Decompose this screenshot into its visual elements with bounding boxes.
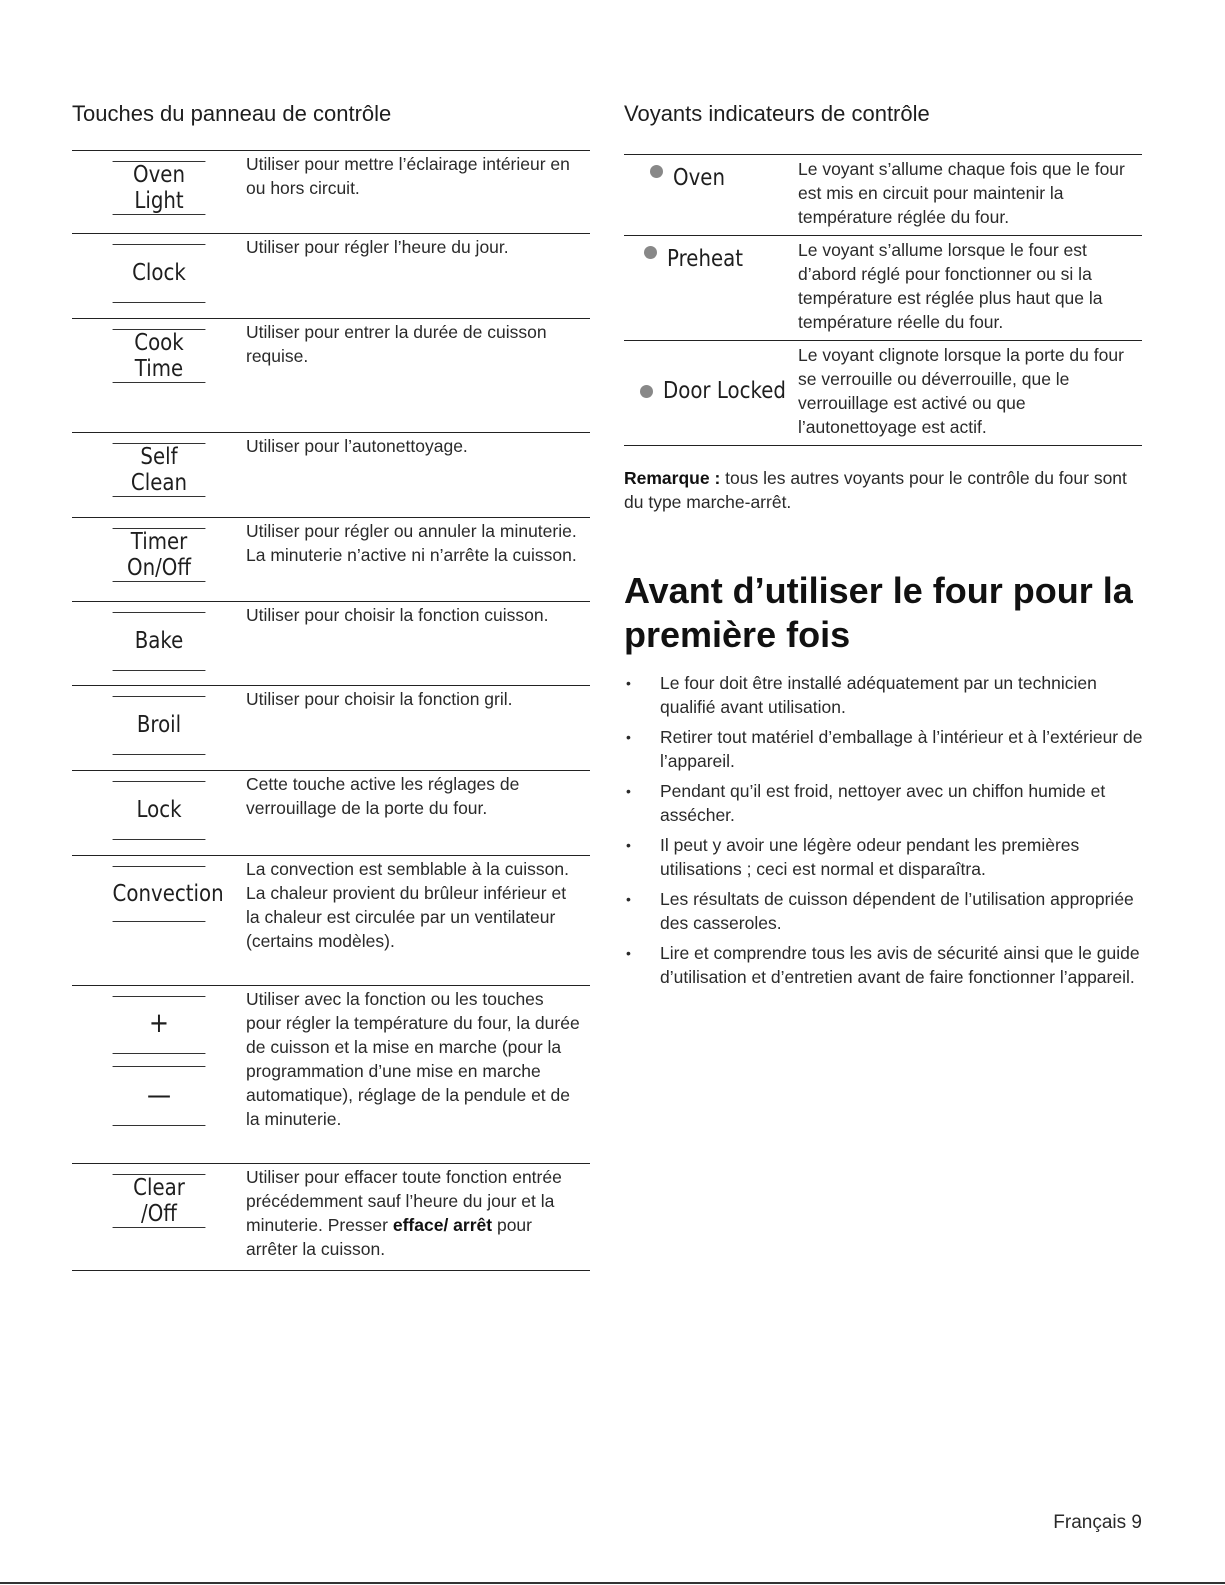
key-row-cook-time	[72, 318, 590, 432]
oven-light-key[interactable]: Oven Light	[113, 161, 206, 215]
oven-indicator-desc: Le voyant s’allume chaque fois que le four est mis en circuit pour maintenir la température réglée du four.	[798, 159, 1125, 227]
indicator-row-oven	[624, 154, 1142, 235]
bullet-icon: •	[626, 945, 631, 961]
clear-off-key[interactable]: Clear /Off	[113, 1174, 206, 1228]
control-keys-table	[72, 150, 590, 1271]
key-row-lock	[72, 770, 590, 855]
indicators-title: Voyants indicateurs de contrôle	[624, 101, 930, 126]
plus-key[interactable]: +	[113, 996, 206, 1054]
self-clean-desc: Utiliser pour l’autonettoyage.	[246, 436, 468, 456]
bullet-icon: •	[626, 891, 631, 907]
minus-key[interactable]: —	[113, 1066, 206, 1126]
cook-time-key[interactable]: Cook Time	[113, 329, 206, 383]
clear-off-desc: Utiliser pour effacer toute fonction entrée précédemment sauf l’heure du jour et la minuterie. Presser efface/ arrêt pour arrêter la cuisson.	[246, 1167, 562, 1259]
bullet-icon: •	[626, 675, 631, 691]
note-text: tous les autres voyants pour le contrôle du four sont du type marche-arrêt.	[624, 468, 1127, 512]
key-row-bake	[72, 601, 590, 685]
key-row-oven-light	[72, 150, 590, 233]
key-row-timer	[72, 517, 590, 601]
key-row-self-clean	[72, 432, 590, 517]
lock-desc: Cette touche active les réglages de verrouillage de la porte du four.	[246, 774, 520, 818]
indicator-row-preheat	[624, 235, 1142, 340]
bake-key[interactable]: Bake	[113, 612, 206, 671]
before-first-use-heading: Avant d’utiliser le four pour la première fois	[624, 570, 1133, 655]
lock-key[interactable]: Lock	[113, 781, 206, 840]
clock-key[interactable]: Clock	[113, 244, 206, 303]
bake-desc: Utiliser pour choisir la fonction cuisson.	[246, 605, 549, 625]
key-row-broil	[72, 685, 590, 770]
key-row-plus-minus	[72, 985, 590, 1163]
list-item: • Pendant qu’il est froid, nettoyer avec un chiffon humide et assécher.	[626, 781, 1106, 825]
list-item: • Retirer tout matériel d’emballage à l’intérieur et à l’extérieur de l’appareil.	[626, 727, 1143, 771]
preheat-indicator-desc: Le voyant s’allume lorsque le four est d’abord réglé pour fonctionner ou si la température est réglée plus haut que la température réelle du four.	[798, 240, 1103, 332]
cook-time-desc: Utiliser pour entrer la durée de cuisson requise.	[246, 322, 547, 366]
broil-key[interactable]: Broil	[113, 696, 206, 755]
list-item: • Les résultats de cuisson dépendent de l’utilisation appropriée des casseroles.	[626, 889, 1134, 933]
door-locked-indicator-desc: Le voyant clignote lorsque la porte du four se verrouille ou déverrouille, que le verrouillage est activé ou que l’autonettoyage est actif.	[798, 345, 1124, 437]
door-locked-indicator-label: Door Locked	[663, 378, 786, 404]
list-item: • Le four doit être installé adéquatement par un technicien qualifié avant utilisation.	[626, 673, 1097, 717]
timer-on-off-key[interactable]: Timer On/Off	[113, 528, 206, 582]
note	[624, 466, 1134, 514]
key-row-convection	[72, 855, 590, 985]
bullet-icon: •	[626, 783, 631, 799]
preheat-indicator-label: Preheat	[667, 246, 744, 272]
indicators-table	[624, 154, 1142, 446]
page-bottom-rule	[0, 1582, 1225, 1584]
page-number: Français 9	[1053, 1512, 1142, 1533]
key-row-clear-off	[72, 1163, 590, 1270]
oven-indicator-light-icon	[650, 165, 663, 178]
clock-desc: Utiliser pour régler l’heure du jour.	[246, 237, 509, 257]
bullet-icon: •	[626, 837, 631, 853]
first-use-list	[624, 671, 1144, 995]
key-row-clock	[72, 233, 590, 318]
control-keys-title: Touches du panneau de contrôle	[72, 101, 392, 126]
door-locked-indicator-light-icon	[640, 385, 653, 398]
self-clean-key[interactable]: Self Clean	[113, 443, 206, 497]
indicator-row-door-locked	[624, 340, 1142, 445]
oven-light-desc: Utiliser pour mettre l’éclairage intérieur en ou hors circuit.	[246, 154, 570, 198]
list-item: • Il peut y avoir une légère odeur pendant les premières utilisations ; ceci est normal et disparaîtra.	[626, 835, 1080, 879]
broil-desc: Utiliser pour choisir la fonction gril.	[246, 689, 513, 709]
convection-key[interactable]: Convection	[113, 866, 206, 922]
clear-off-emphasis: efface/ arrêt	[392, 1215, 493, 1235]
bullet-icon: •	[626, 729, 631, 745]
preheat-indicator-light-icon	[644, 246, 657, 259]
oven-indicator-label: Oven	[673, 165, 725, 191]
list-item: • Lire et comprendre tous les avis de sécurité ainsi que le guide d’utilisation et d’entretien avant de faire fonctionner l’appareil.	[626, 943, 1140, 987]
plus-minus-desc: Utiliser avec la fonction ou les touches pour régler la température du four, la durée de cuisson et la mise en marche (pour la programmation d’une mise en marche automatique), réglage de la pendule et de la minuterie.	[246, 989, 580, 1129]
convection-desc: La convection est semblable à la cuisson. La chaleur provient du brûleur inférieur et la chaleur est circulée par un ventilateur (certains modèles).	[246, 859, 569, 951]
timer-desc: Utiliser pour régler ou annuler la minuterie. La minuterie n’active ni n’arrête la cuisson.	[246, 521, 577, 565]
note-label: Remarque :	[624, 468, 721, 488]
